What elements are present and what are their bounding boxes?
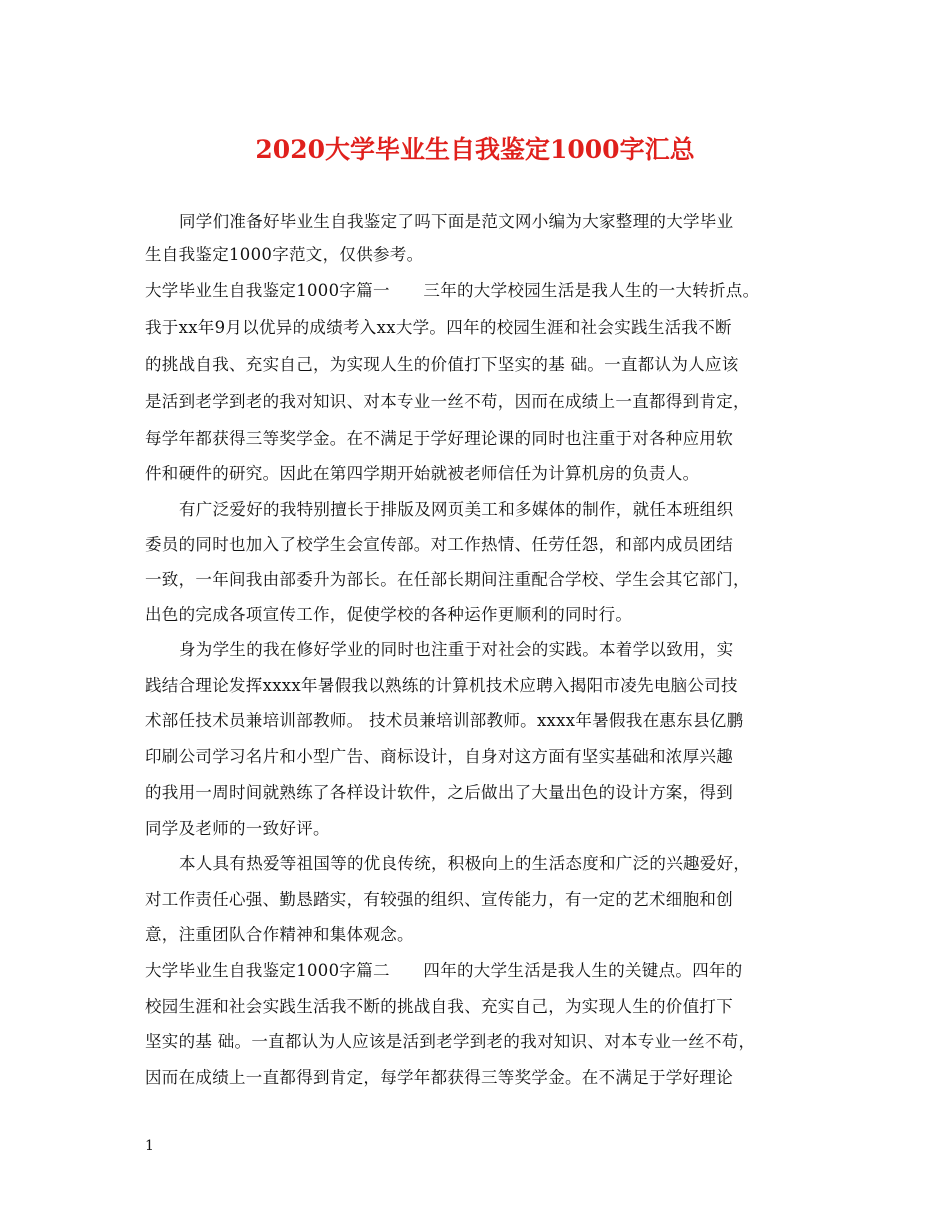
text-line: 践结合理论发挥xxxx年暑假我以熟练的计算机技术应聘入揭阳市凌先电脑公司技 [145,676,738,695]
text-line: 意，注重团队合作精神和集体观念。 [145,925,414,944]
text-line: 印刷公司学习名片和小型广告、商标设计，自身对这方面有坚实基础和浓厚兴趣 [145,747,733,766]
document-title: 2020大学毕业生自我鉴定1000字汇总 [255,135,695,164]
text-line: 同学及老师的一致好评。 [145,819,330,838]
text-line: 出色的完成各项宣传工作，促使学校的各种运作更顺利的同时行。 [145,605,633,624]
text-line: 本人具有热爱等祖国等的优良传统，积极向上的生活态度和广泛的兴趣爱好， [179,854,751,873]
text-line: 同学们准备好毕业生自我鉴定了吗下面是范文网小编为大家整理的大学毕业 [179,212,734,231]
text-line: 的我用一周时间就熟练了各样设计软件，之后做出了大量出色的设计方案，得到 [145,783,733,802]
text-line: 大学毕业生自我鉴定1000字篇一 三年的大学校园生活是我人生的一大转折点。 [145,281,760,300]
text-line: 生自我鉴定1000字范文，仅供参考。 [145,245,424,264]
text-line: 每学年都获得三等奖学金。在不满足于学好理论课的同时也注重于对各种应用软 [145,429,733,448]
text-line: 坚实的基 础。一直都认为人应该是活到老学到老的我对知识、对本专业一丝不苟， [145,1032,756,1051]
page-number: 1 [145,1138,154,1154]
text-line: 是活到老学到老的我对知识、对本专业一丝不苟，因而在成绩上一直都得到肯定， [145,392,750,411]
text-line: 校园生涯和社会实践生活我不断的挑战自我、充实自己，为实现人生的价值打下 [145,997,733,1016]
text-line: 对工作责任心强、勤恳踏实，有较强的组织、宣传能力，有一定的艺术细胞和创 [145,890,733,909]
text-line: 件和硬件的研究。因此在第四学期开始就被老师信任为计算机房的负责人。 [145,464,700,483]
text-line: 术部任技术员兼培训部教师。 技术员兼培训部教师。xxxx年暑假我在惠东县亿鹏 [145,711,744,730]
text-line: 我于xx年9月以优异的成绩考入xx大学。四年的校园生涯和社会实践生活我不断 [145,318,732,337]
text-line: 因而在成绩上一直都得到肯定，每学年都获得三等奖学金。在不满足于学好理论 [145,1068,733,1087]
text-line: 一致，一年间我由部委升为部长。在任部长期间注重配合学校、学生会其它部门， [145,570,750,589]
text-line: 的挑战自我、充实自己，为实现人生的价值打下坚实的基 础。一直都认为人应该 [145,355,739,374]
text-line: 大学毕业生自我鉴定1000字篇二 四年的大学生活是我人生的关键点。四年的 [145,961,743,980]
text-line: 委员的同时也加入了校学生会宣传部。对工作热情、任劳任怨，和部内成员团结 [145,535,733,554]
text-line: 身为学生的我在修好学业的同时也注重于对社会的实践。本着学以致用，实 [179,640,734,659]
text-line: 有广泛爱好的我特别擅长于排版及网页美工和多媒体的制作，就任本班组织 [179,500,734,519]
